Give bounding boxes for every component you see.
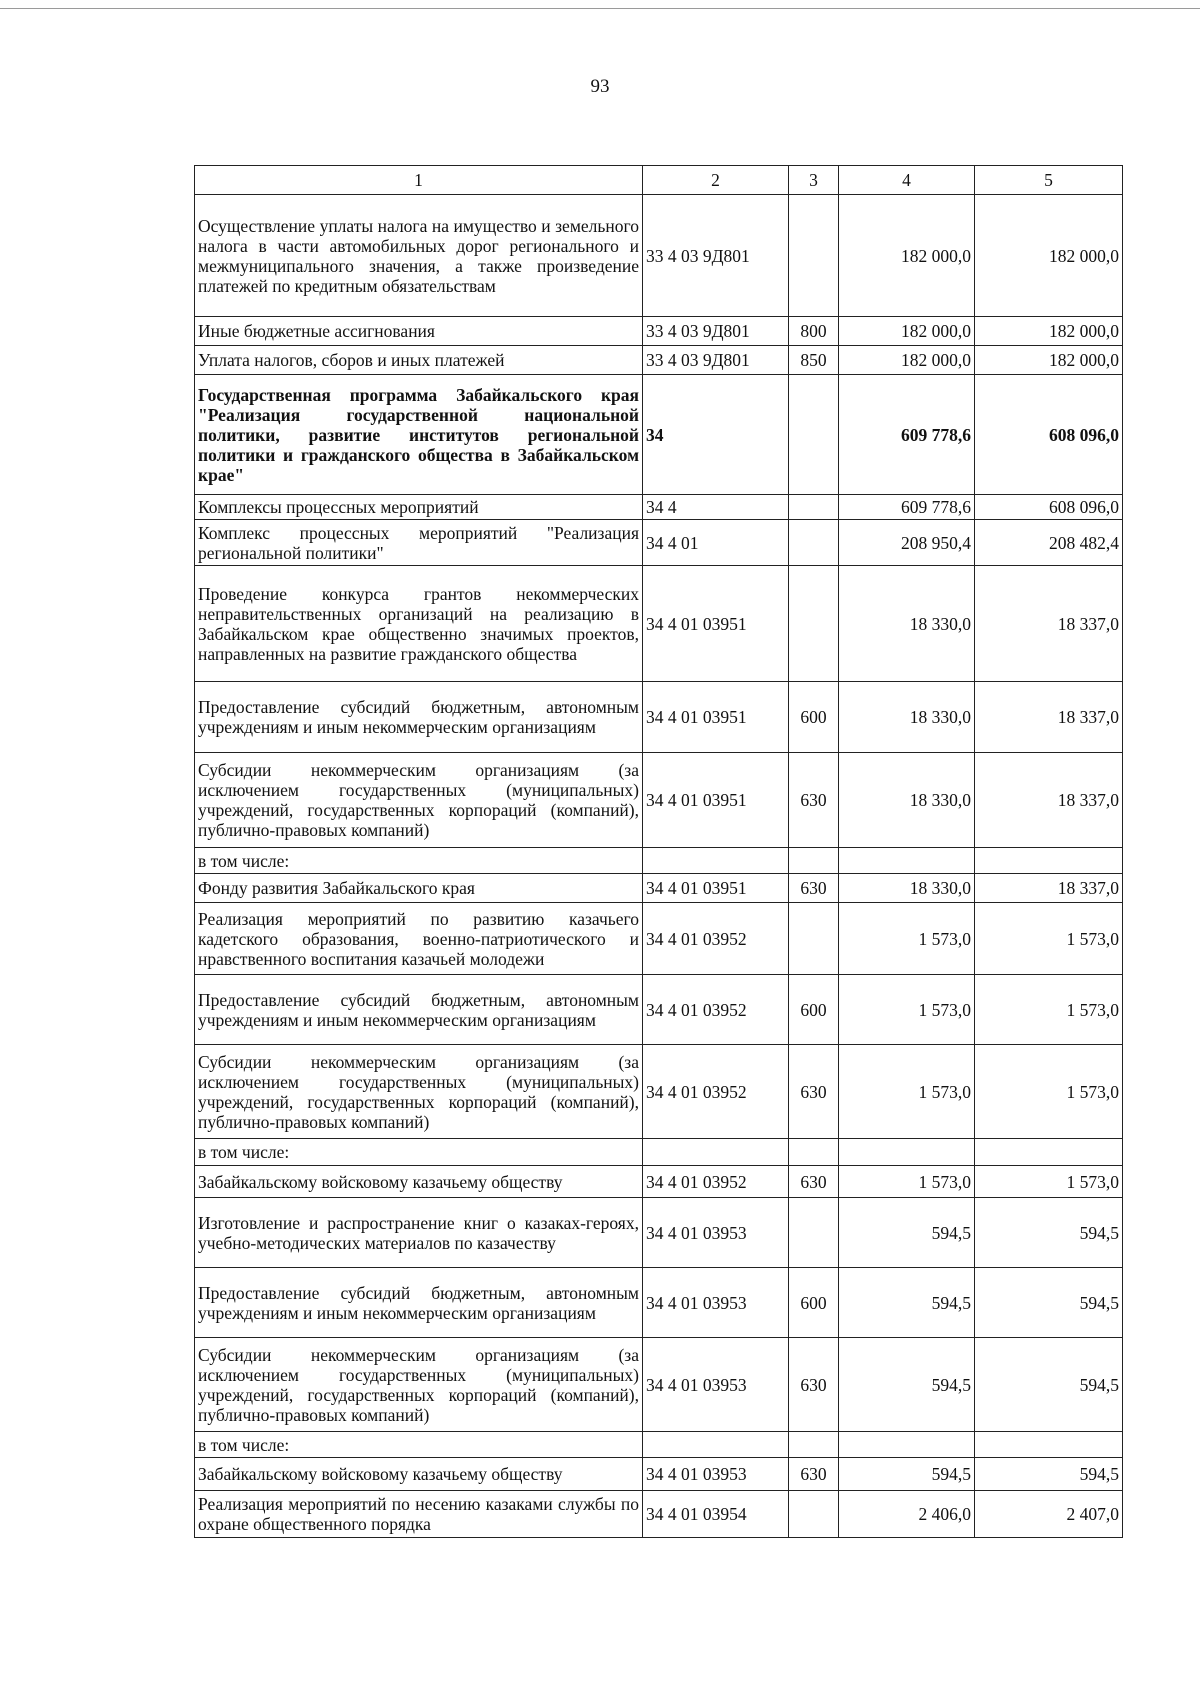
table-row [195,195,1123,317]
row-code: 34 4 01 03952 [643,1166,789,1198]
row-code: 34 4 01 03952 [643,1045,789,1139]
table-row [195,1432,1123,1458]
row-value-4: 594,5 [839,1198,975,1268]
row-type: 630 [789,874,839,903]
header-col-2: 2 [643,166,789,195]
row-value-5: 2 407,0 [975,1491,1123,1538]
row-name: в том числе: [195,1432,643,1458]
row-name: Фонду развития Забайкальского края [195,874,643,903]
row-value-4: 1 573,0 [839,903,975,975]
row-value-5: 18 337,0 [975,566,1123,682]
row-name: Комплексы процессных мероприятий [195,495,643,520]
row-name: в том числе: [195,1139,643,1166]
row-value-5: 182 000,0 [975,346,1123,375]
row-code [643,1432,789,1458]
top-scan-edge [0,8,1200,9]
table-row [195,1458,1123,1491]
row-value-4: 18 330,0 [839,753,975,848]
table-row [195,903,1123,975]
row-value-5: 18 337,0 [975,682,1123,753]
table-row [195,975,1123,1045]
row-code: 34 4 01 03953 [643,1338,789,1432]
table-row [195,682,1123,753]
row-value-5 [975,848,1123,874]
row-code: 34 4 01 [643,520,789,566]
row-type: 800 [789,317,839,346]
row-type [789,375,839,495]
table-row [195,520,1123,566]
table-row [195,495,1123,520]
row-value-4: 18 330,0 [839,566,975,682]
table-row [195,1139,1123,1166]
row-name: Уплата налогов, сборов и иных платежей [195,346,643,375]
row-value-4: 18 330,0 [839,682,975,753]
row-type [789,1491,839,1538]
row-type [789,495,839,520]
table-row [195,1338,1123,1432]
row-name: в том числе: [195,848,643,874]
row-name: Реализация мероприятий по несению казаками службы по охране общественного порядка [195,1491,643,1538]
table-row [195,346,1123,375]
row-name: Субсидии некоммерческим организациям (за исключением государственных (муниципальных) учреждений, государственных корпораций (компаний), публично-правовых компаний) [195,1045,643,1139]
row-code [643,1139,789,1166]
table-row [195,1045,1123,1139]
row-value-4: 609 778,6 [839,495,975,520]
row-type: 850 [789,346,839,375]
row-code: 34 [643,375,789,495]
row-type [789,1432,839,1458]
row-name: Изготовление и распространение книг о казаках-героях, учебно-методических материалов по казачеству [195,1198,643,1268]
row-code: 34 4 01 03951 [643,874,789,903]
row-code: 33 4 03 9Д801 [643,346,789,375]
table-row [195,1491,1123,1538]
header-col-3: 3 [789,166,839,195]
row-type [789,195,839,317]
header-col-1: 1 [195,166,643,195]
row-name: Предоставление субсидий бюджетным, автономным учреждениям и иным некоммерческим организациям [195,1268,643,1338]
row-value-5: 608 096,0 [975,375,1123,495]
row-type [789,848,839,874]
row-type: 630 [789,1045,839,1139]
row-type: 630 [789,753,839,848]
row-value-4 [839,1432,975,1458]
row-value-5: 208 482,4 [975,520,1123,566]
row-code: 34 4 [643,495,789,520]
row-code: 33 4 03 9Д801 [643,195,789,317]
row-code: 34 4 01 03951 [643,566,789,682]
row-code: 34 4 01 03951 [643,682,789,753]
row-value-5: 18 337,0 [975,874,1123,903]
row-name: Забайкальскому войсковому казачьему обществу [195,1166,643,1198]
table-row [195,1268,1123,1338]
row-type: 630 [789,1338,839,1432]
row-type: 600 [789,682,839,753]
row-value-5: 1 573,0 [975,975,1123,1045]
row-value-5: 182 000,0 [975,195,1123,317]
row-value-5 [975,1139,1123,1166]
row-value-5: 182 000,0 [975,317,1123,346]
row-type [789,1198,839,1268]
table-row [195,848,1123,874]
row-code: 34 4 01 03953 [643,1458,789,1491]
row-value-4: 2 406,0 [839,1491,975,1538]
row-value-5: 1 573,0 [975,1045,1123,1139]
row-type: 600 [789,975,839,1045]
row-name: Реализация мероприятий по развитию казачьего кадетского образования, военно-патриотического и нравственного воспитания казачьей молодежи [195,903,643,975]
row-type [789,566,839,682]
row-code: 34 4 01 03952 [643,975,789,1045]
row-value-5: 608 096,0 [975,495,1123,520]
row-name: Государственная программа Забайкальского края "Реализация государственной национальной политики, развитие институтов региональной политики и гражданского общества в Забайкальском крае" [195,375,643,495]
row-value-4 [839,848,975,874]
page-number: 93 [590,76,610,97]
row-code: 34 4 01 03953 [643,1268,789,1338]
row-value-4: 1 573,0 [839,1166,975,1198]
row-type: 630 [789,1166,839,1198]
row-name: Забайкальскому войсковому казачьему обществу [195,1458,643,1491]
row-value-4: 594,5 [839,1268,975,1338]
row-name: Осуществление уплаты налога на имущество и земельного налога в части автомобильных дорог регионального и межмуниципального значения, а также произведение платежей по кредитным обязательствам [195,195,643,317]
row-type [789,903,839,975]
row-code: 34 4 01 03954 [643,1491,789,1538]
row-code: 34 4 01 03953 [643,1198,789,1268]
table-row [195,1166,1123,1198]
row-value-5: 18 337,0 [975,753,1123,848]
row-code: 34 4 01 03951 [643,753,789,848]
table-row [195,1198,1123,1268]
header-col-4: 4 [839,166,975,195]
row-value-5 [975,1432,1123,1458]
row-value-4: 609 778,6 [839,375,975,495]
row-type [789,520,839,566]
row-value-5: 594,5 [975,1458,1123,1491]
row-value-4: 208 950,4 [839,520,975,566]
row-code: 33 4 03 9Д801 [643,317,789,346]
table-row [195,566,1123,682]
row-value-5: 1 573,0 [975,1166,1123,1198]
table-row [195,874,1123,903]
row-name: Комплекс процессных мероприятий "Реализация региональной политики" [195,520,643,566]
row-code [643,848,789,874]
header-col-5: 5 [975,166,1123,195]
table-row [195,317,1123,346]
row-name: Предоставление субсидий бюджетным, автономным учреждениям и иным некоммерческим организациям [195,975,643,1045]
row-name: Предоставление субсидий бюджетным, автономным учреждениям и иным некоммерческим организациям [195,682,643,753]
table-row [195,753,1123,848]
row-type [789,1139,839,1166]
row-value-5: 1 573,0 [975,903,1123,975]
row-value-4: 1 573,0 [839,975,975,1045]
row-code: 34 4 01 03952 [643,903,789,975]
row-name: Иные бюджетные ассигнования [195,317,643,346]
budget-table [194,165,1123,1538]
table-row-program [195,375,1123,495]
row-name: Субсидии некоммерческим организациям (за исключением государственных (муниципальных) учреждений, государственных корпораций (компаний), публично-правовых компаний) [195,1338,643,1432]
row-value-4: 1 573,0 [839,1045,975,1139]
row-value-4 [839,1139,975,1166]
row-value-5: 594,5 [975,1198,1123,1268]
row-value-4: 182 000,0 [839,195,975,317]
table-header-row [195,166,1123,195]
row-value-4: 594,5 [839,1458,975,1491]
row-type: 630 [789,1458,839,1491]
row-name: Субсидии некоммерческим организациям (за исключением государственных (муниципальных) учреждений, государственных корпораций (компаний), публично-правовых компаний) [195,753,643,848]
row-value-4: 594,5 [839,1338,975,1432]
row-type: 600 [789,1268,839,1338]
row-name: Проведение конкурса грантов некоммерческих неправительственных организаций на реализацию в Забайкальском крае общественно значимых проектов, направленных на развитие гражданского общества [195,566,643,682]
row-value-5: 594,5 [975,1268,1123,1338]
row-value-4: 18 330,0 [839,874,975,903]
row-value-5: 594,5 [975,1338,1123,1432]
row-value-4: 182 000,0 [839,317,975,346]
row-value-4: 182 000,0 [839,346,975,375]
